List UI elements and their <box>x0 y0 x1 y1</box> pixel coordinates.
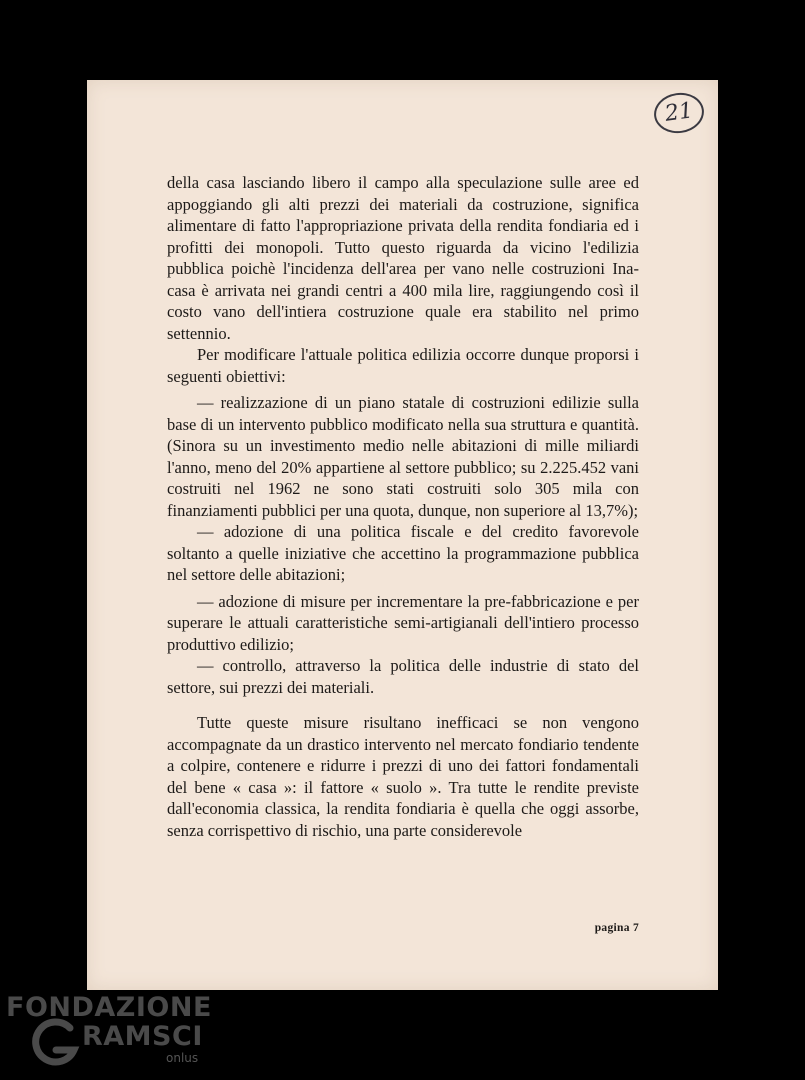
paragraph-3: Tutte queste misure risultano inefficaci se non vengono accompagnate da un drastico intervento nel mercato fondiario tendente a colpire, contenere e ridurre i prezzi di uno dei fattori fondamentali del bene « casa »: il fattore « suolo ». Tra tutte le rendite previste dall'economia classica, la rendita fondiaria è quella che oggi assorbe, senza corrispettivo di rischio, una parte considerevole <box>167 713 639 840</box>
logo-line-fondazione: FONDAZIONE <box>6 992 212 1023</box>
page-body <box>167 172 639 841</box>
gramsci-g-icon <box>30 1018 82 1068</box>
paragraph-1: della casa lasciando libero il campo alla speculazione sulle aree ed appoggiando gli alti prezzi dei materiali da costruzione, significa alimentare di fatto l'appropriazione privata della rendita fondiaria ed i profitti dei monopoli. Tutto questo riguarda da vicino l'edilizia pubblica poichè l'incidenza dell'area per vano nelle costruzioni Ina-casa è arrivata nei grandi centri a 400 mila lire, raggiungendo così il costo vano dell'intiera costruzione quale era stabilito nel primo settennio. <box>167 173 639 343</box>
handwritten-page-number: 21 <box>651 90 706 137</box>
list-item-2: — adozione di una politica fiscale e del credito favorevole soltanto a quelle iniziative che accettino la programmazione pubblica nel settore delle abitazioni; <box>167 522 639 584</box>
logo-line-onlus: onlus <box>166 1051 199 1065</box>
paragraph-2: Per modificare l'attuale politica edilizia occorre dunque proporsi i seguenti obiettivi: <box>167 345 639 386</box>
document-page <box>87 80 718 990</box>
logo-line-gramsci: RAMSCI <box>82 1021 203 1052</box>
list-item-3: — adozione di misure per incrementare la pre-fabbricazione e per superare le attuali caratteristiche semi-artigianali dell'intiero processo produttivo edilizio; <box>167 591 639 654</box>
page-footer-number: pagina 7 <box>594 922 639 934</box>
list-item-4: — controllo, attraverso la politica delle industrie di stato del settore, sui prezzi dei materiali. <box>167 656 639 697</box>
list-item-1: — realizzazione di un piano statale di costruzioni edilizie sulla base di un intervento pubblico modificato nella sua struttura e quantità. (Sinora su un investimento medio nelle abitazioni di mille miliardi l'anno, meno del 20% appartiene al settore pubblico; su 2.225.452 vani costruiti nel 1962 ne sono stati costruiti solo 305 mila con finanziamenti pubblici per una quota, dunque, non superiore al 13,7%); <box>167 393 639 520</box>
fondazione-gramsci-logo <box>6 992 212 1074</box>
